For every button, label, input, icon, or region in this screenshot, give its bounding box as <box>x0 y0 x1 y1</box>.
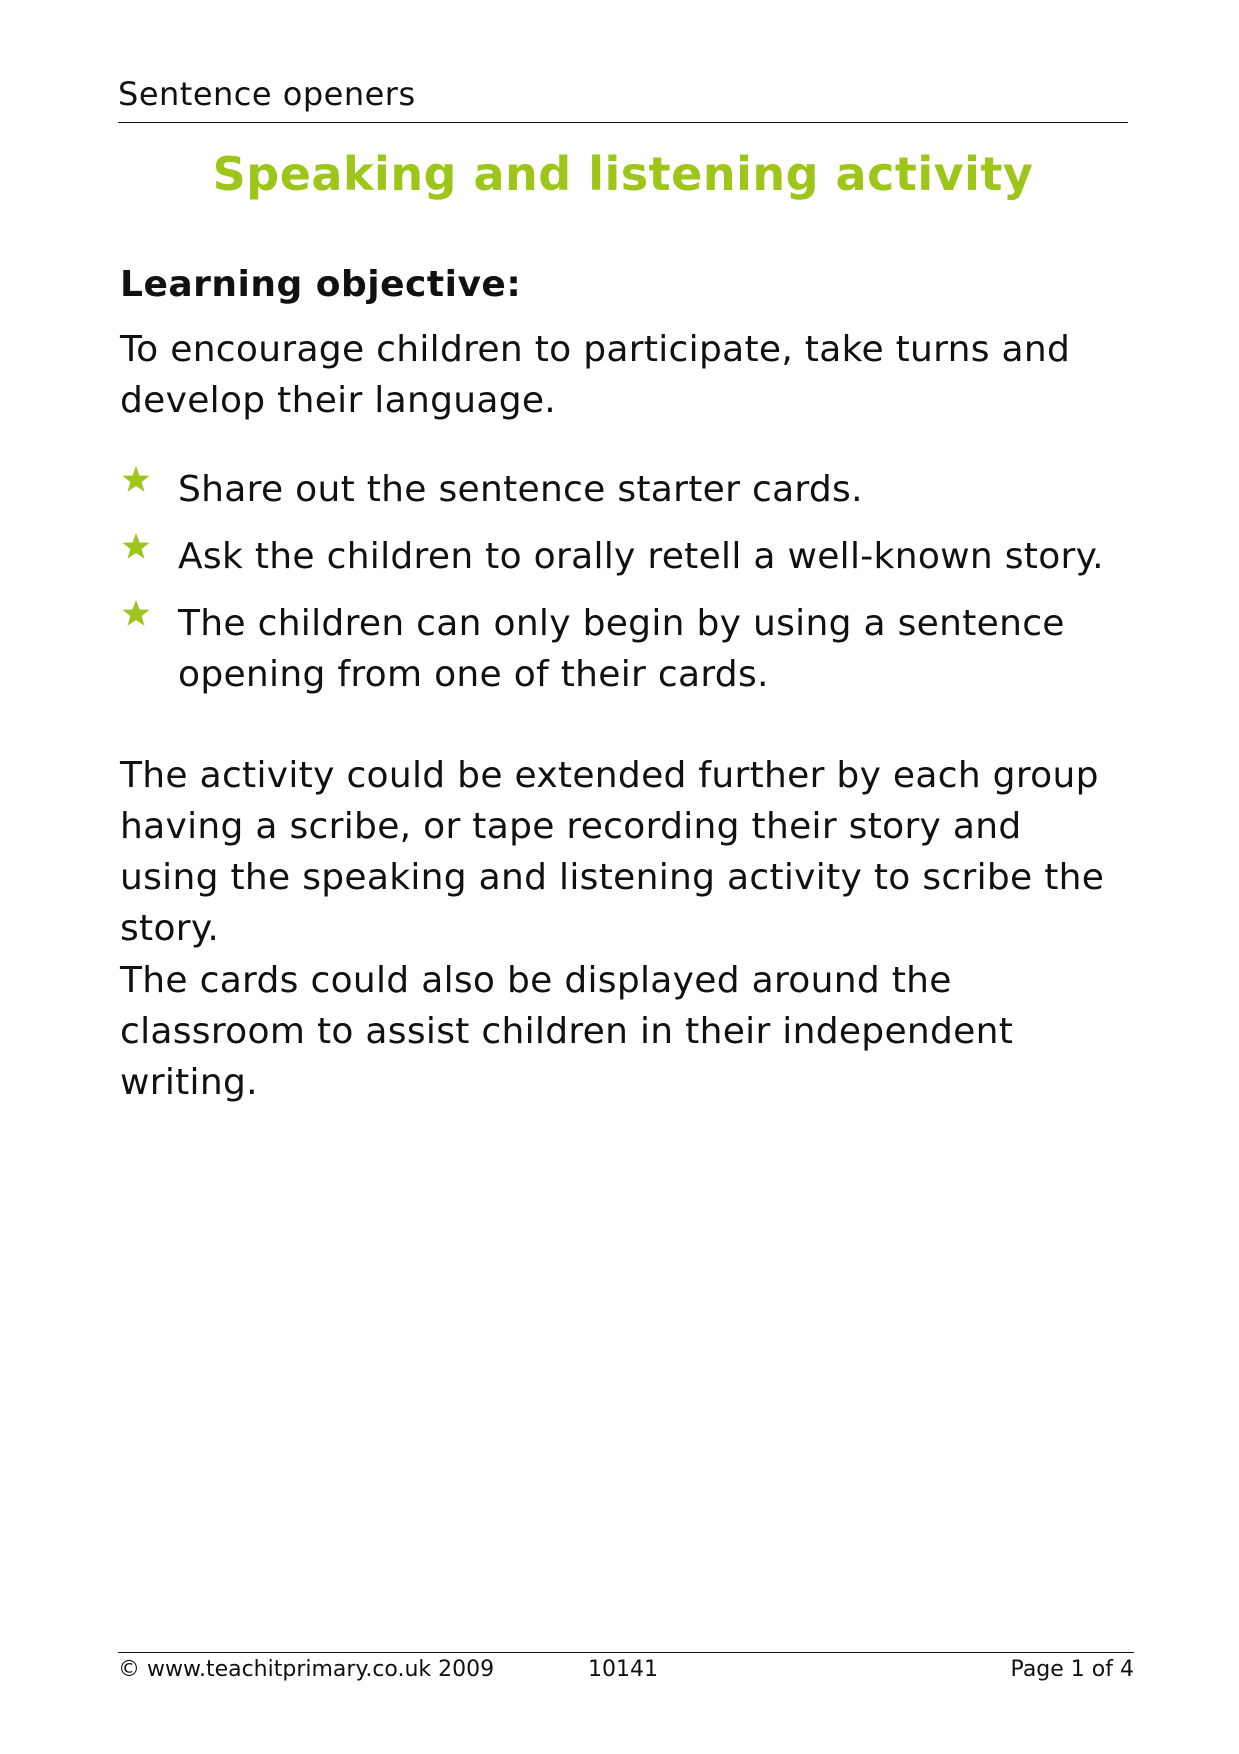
display-paragraph: The cards could also be displayed around the classroom to assist children in their independent writing. <box>120 960 1014 1103</box>
objective-heading: Learning objective: <box>120 264 522 305</box>
list-item-text: Share out the sentence starter cards. <box>178 469 863 510</box>
list-item <box>120 464 1120 515</box>
extension-paragraph: The activity could be extended further by each group having a scribe, or tape recording their story and using the speaking and listening activity to scribe the story. <box>120 755 1105 949</box>
list-item <box>120 531 1120 582</box>
page-title: Speaking and listening activity <box>212 147 1034 201</box>
header-title: Sentence openers <box>118 75 416 113</box>
star-icon <box>120 598 152 630</box>
page-footer <box>118 1652 1134 1693</box>
footer-page-number: Page 1 of 4 <box>1010 1657 1134 1682</box>
instruction-list <box>120 464 1120 716</box>
objective-text: To encourage children to participate, take turns and develop their language. <box>120 329 1071 421</box>
list-item-text: The children can only begin by using a sentence opening from one of their cards. <box>178 603 1065 695</box>
page-header <box>118 74 1128 123</box>
star-icon <box>120 531 152 563</box>
list-item-text: Ask the children to orally retell a well-known story. <box>178 536 1104 577</box>
star-icon <box>120 464 152 496</box>
footer-copyright: © www.teachitprimary.co.uk 2009 <box>118 1657 495 1682</box>
list-item <box>120 598 1120 700</box>
footer-resource-code: 10141 <box>588 1657 658 1682</box>
